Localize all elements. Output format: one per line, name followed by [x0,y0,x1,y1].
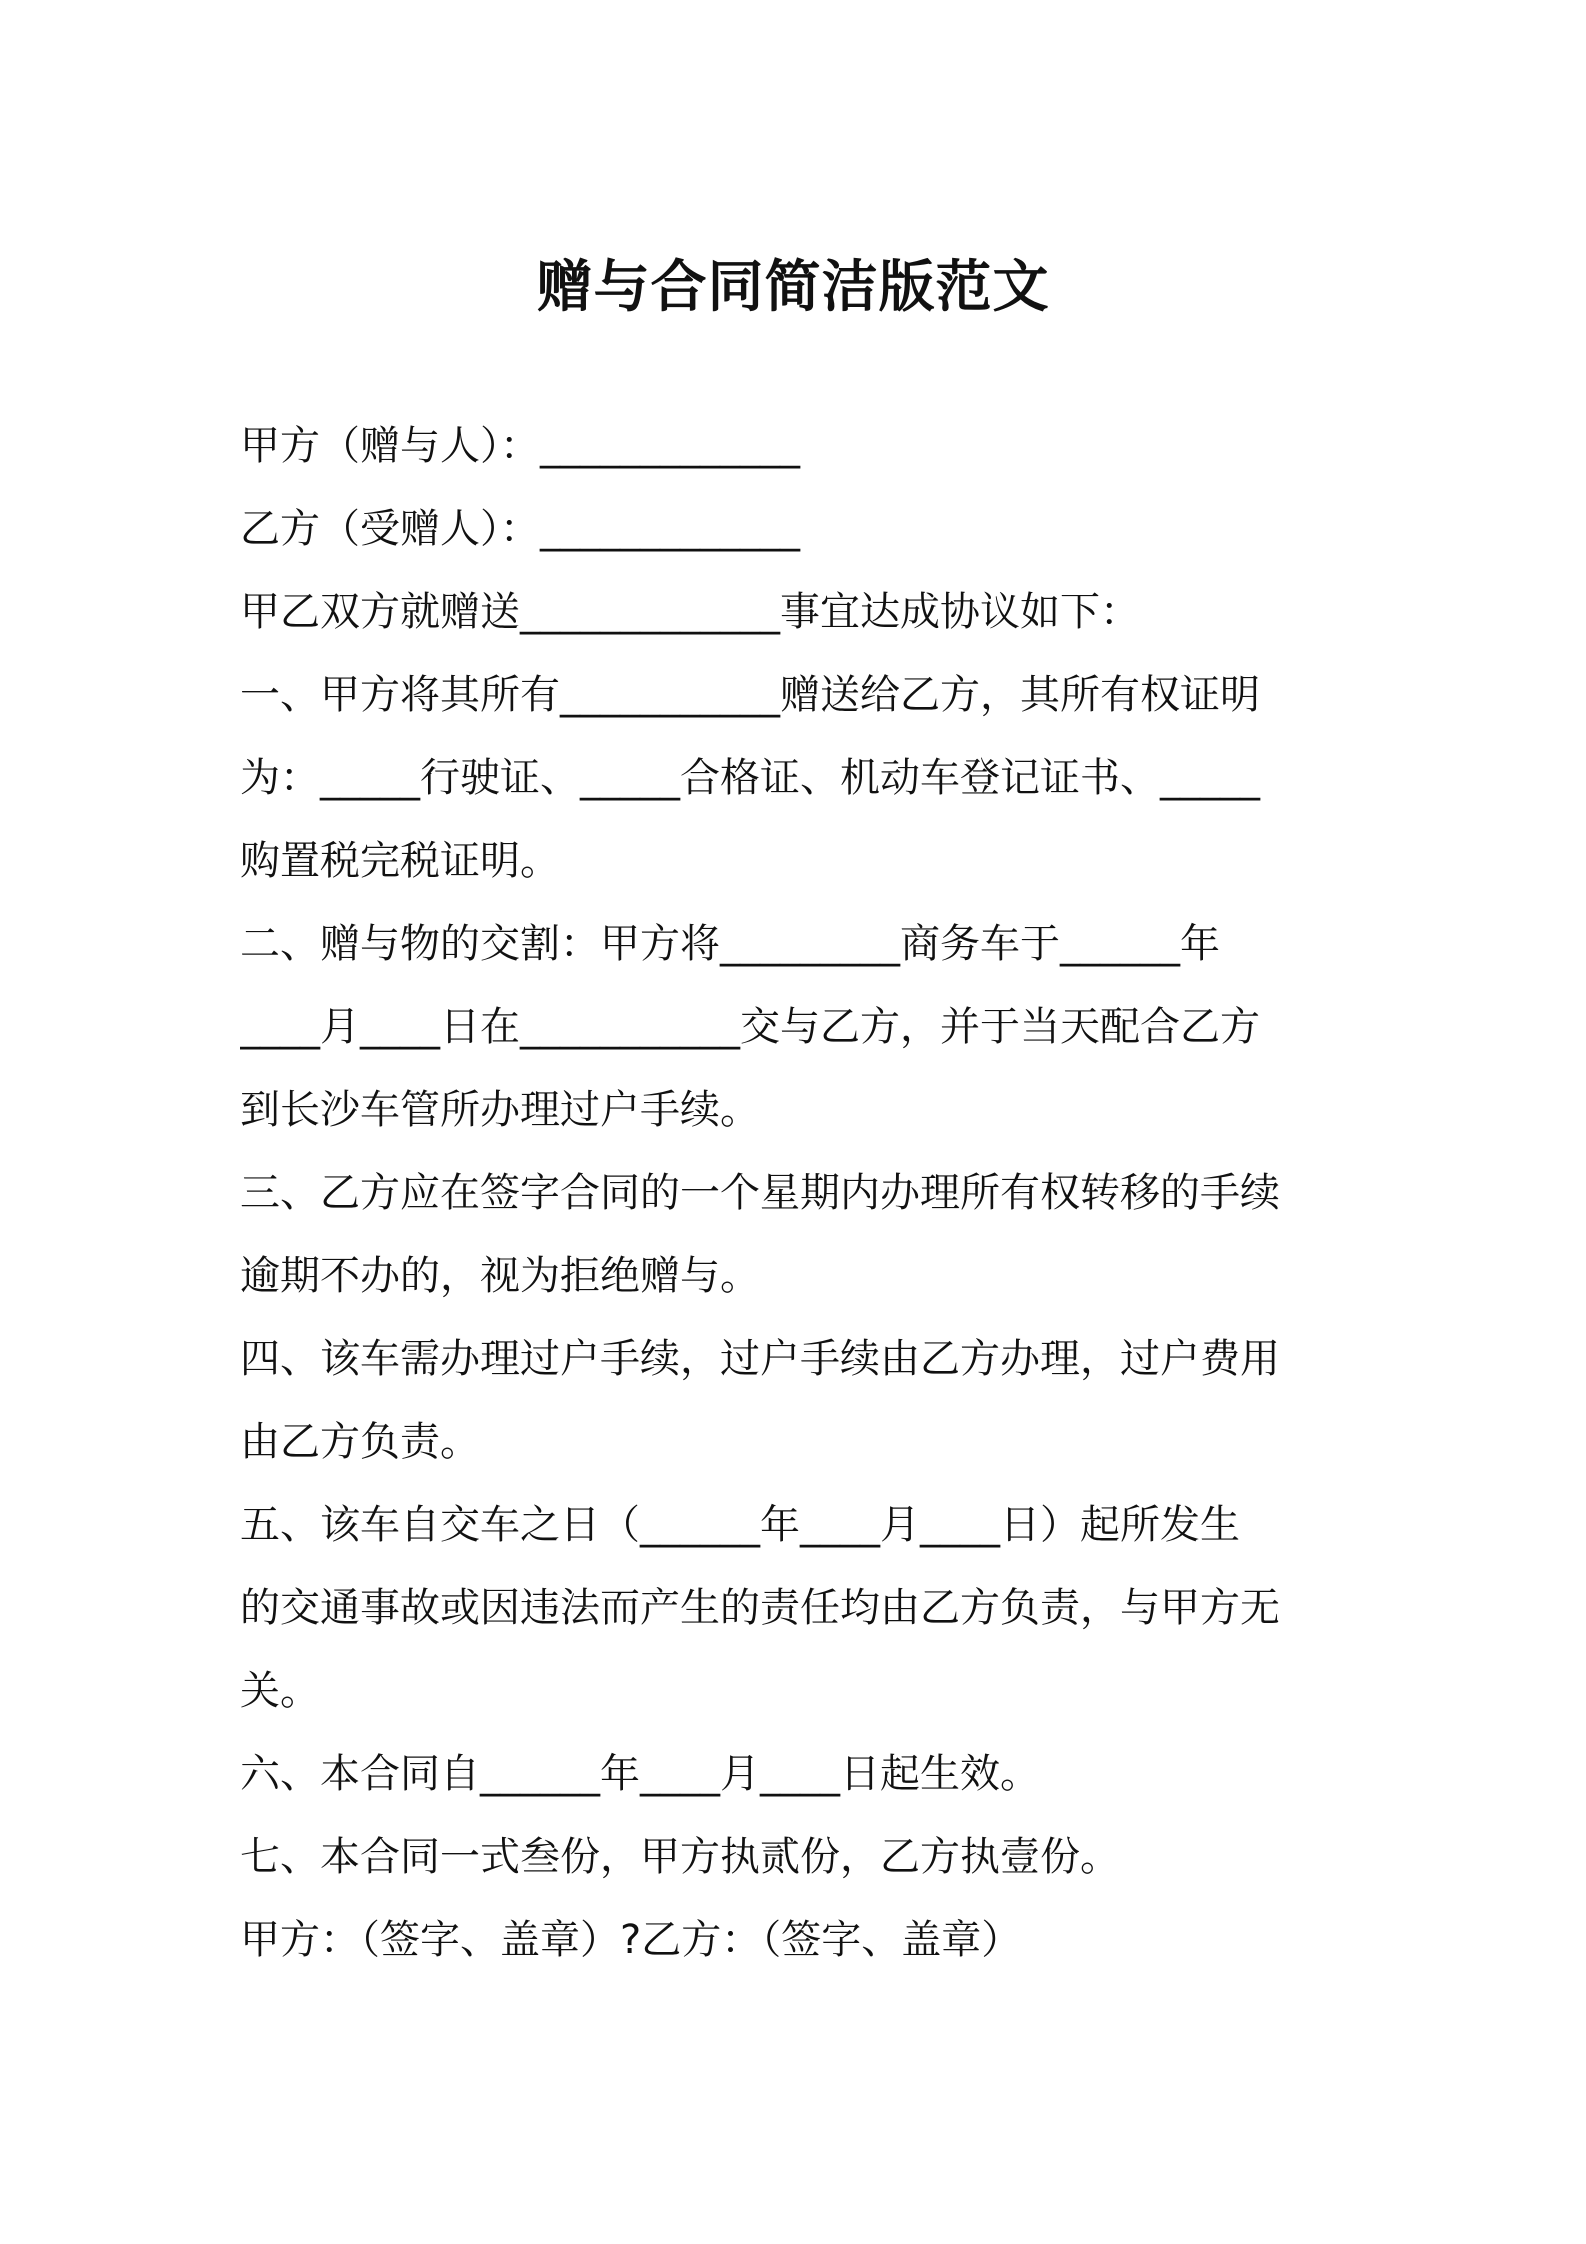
clause-1-line-3: 购置税完税证明。 [240,838,560,884]
clause-1-line-1: 一、甲方将其所有___________赠送给乙方，其所有权证明 [240,672,1260,718]
clause-2-line-1: 二、赠与物的交割：甲方将_________商务车于______年 [240,921,1220,967]
clause-7-line: 七、本合同一式叁份，甲方执贰份，乙方执壹份。 [240,1834,1120,1880]
clause-4-line-2: 由乙方负责。 [240,1419,480,1465]
clause-5-line-2: 的交通事故或因违法而产生的责任均由乙方负责，与甲方无 [240,1585,1280,1631]
clause-1-line-2: 为：_____行驶证、_____合格证、机动车登记证书、_____ [240,755,1260,801]
clause-2-line-2: ____月____日在___________交与乙方，并于当天配合乙方 [240,1004,1260,1050]
party-b-line: 乙方（受赠人）：_____________ [240,506,800,552]
clause-3-line-2: 逾期不办的，视为拒绝赠与。 [240,1253,760,1299]
clause-2-line-3: 到长沙车管所办理过户手续。 [240,1087,760,1133]
clause-3-line-1: 三、乙方应在签字合同的一个星期内办理所有权转移的手续 [240,1170,1280,1216]
document-body [240,405,1360,1982]
clause-5-line-3: 关。 [240,1668,320,1714]
clause-5-line-1: 五、该车自交车之日（______年____月____日）起所发生 [240,1502,1240,1548]
clause-6-line: 六、本合同自______年____月____日起生效。 [240,1751,1040,1797]
signature-line: 甲方：（签字、盖章）?乙方：（签字、盖章） [240,1917,1022,1963]
clause-4-line-1: 四、该车需办理过户手续，过户手续由乙方办理，过户费用 [240,1336,1280,1382]
document-title: 赠与合同简洁版范文 [536,255,1050,320]
agreement-intro-line: 甲乙双方就赠送_____________事宜达成协议如下： [240,589,1140,635]
party-a-line: 甲方（赠与人）：_____________ [240,423,800,469]
